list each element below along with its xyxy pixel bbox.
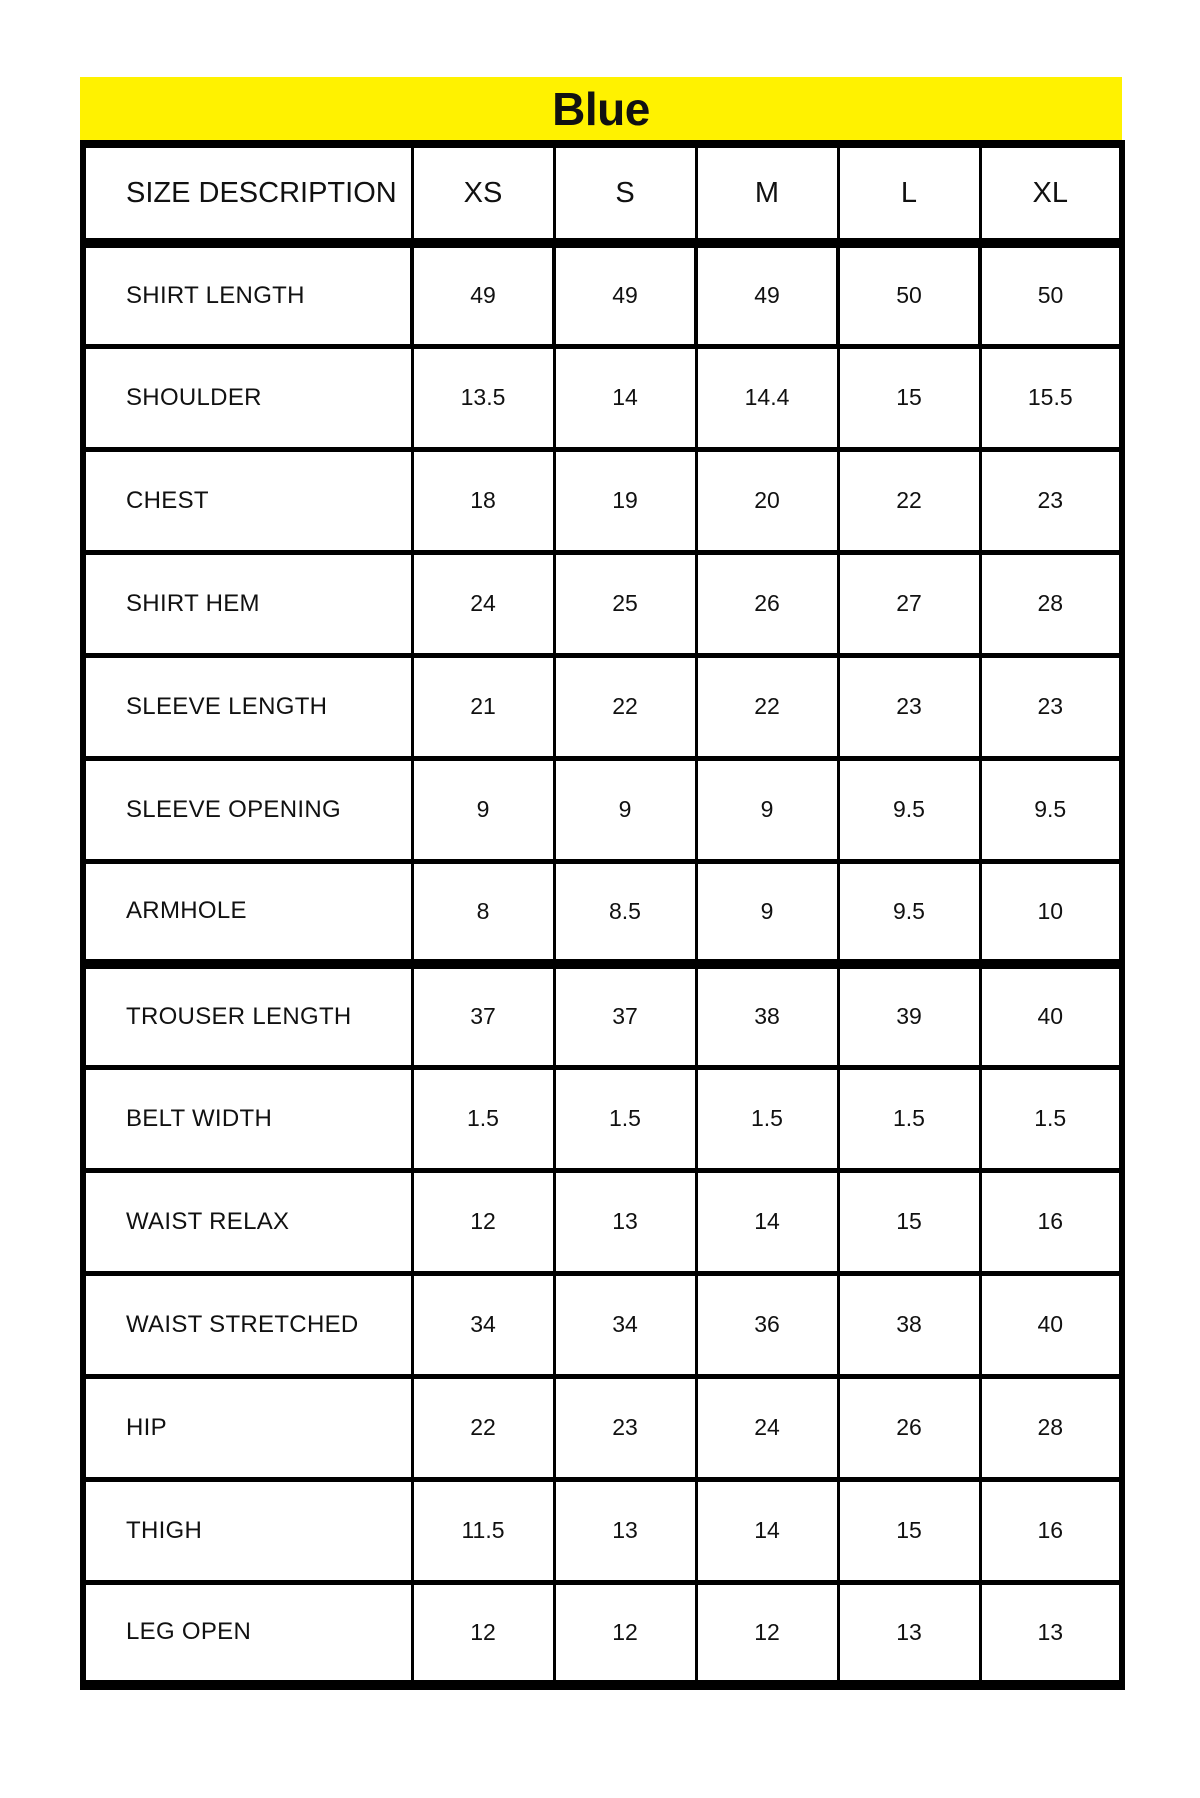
measurement-value-xl: 50 (980, 243, 1122, 346)
measurement-label: TROUSER LENGTH (83, 964, 412, 1067)
measurement-value-s: 23 (554, 1376, 696, 1479)
measurement-value-s: 37 (554, 964, 696, 1067)
measurement-value-m: 14.4 (696, 346, 838, 449)
measurement-value-xs: 1.5 (412, 1067, 554, 1170)
measurement-value-xl: 40 (980, 964, 1122, 1067)
table-row (83, 1170, 1122, 1273)
measurement-value-m: 24 (696, 1376, 838, 1479)
measurement-value-xl: 1.5 (980, 1067, 1122, 1170)
measurement-value-m: 22 (696, 655, 838, 758)
size-header-xs: XS (412, 144, 554, 243)
table-row (83, 346, 1122, 449)
measurement-label: LEG OPEN (83, 1582, 412, 1685)
measurement-value-xl: 40 (980, 1273, 1122, 1376)
measurement-value-xl: 28 (980, 1376, 1122, 1479)
measurement-value-xs: 18 (412, 449, 554, 552)
table-row (83, 1273, 1122, 1376)
measurement-value-l: 39 (838, 964, 980, 1067)
table-row (83, 1479, 1122, 1582)
measurement-value-l: 15 (838, 1170, 980, 1273)
measurement-value-xs: 34 (412, 1273, 554, 1376)
measurement-value-xl: 15.5 (980, 346, 1122, 449)
table-row (83, 758, 1122, 861)
measurement-value-s: 9 (554, 758, 696, 861)
measurement-value-xs: 22 (412, 1376, 554, 1479)
measurement-label: BELT WIDTH (83, 1067, 412, 1170)
measurement-value-l: 1.5 (838, 1067, 980, 1170)
measurement-value-xl: 9.5 (980, 758, 1122, 861)
measurement-value-xs: 9 (412, 758, 554, 861)
chart-title: Blue (80, 77, 1122, 140)
size-chart (80, 77, 1122, 1690)
measurement-label: WAIST RELAX (83, 1170, 412, 1273)
measurement-value-s: 13 (554, 1479, 696, 1582)
measurement-value-s: 22 (554, 655, 696, 758)
measurement-value-xs: 21 (412, 655, 554, 758)
size-header-xl: XL (980, 144, 1122, 243)
table-row (83, 1376, 1122, 1479)
measurement-label: SHOULDER (83, 346, 412, 449)
measurement-value-l: 15 (838, 346, 980, 449)
measurement-value-s: 13 (554, 1170, 696, 1273)
table-row (83, 1582, 1122, 1685)
measurement-value-xs: 8 (412, 861, 554, 964)
measurement-label: SHIRT HEM (83, 552, 412, 655)
measurement-value-s: 12 (554, 1582, 696, 1685)
size-header-l: L (838, 144, 980, 243)
table-row (83, 655, 1122, 758)
measurement-value-xl: 13 (980, 1582, 1122, 1685)
measurement-value-xl: 28 (980, 552, 1122, 655)
measurement-value-l: 38 (838, 1273, 980, 1376)
measurement-value-s: 34 (554, 1273, 696, 1376)
measurement-value-xl: 16 (980, 1479, 1122, 1582)
table-body (83, 243, 1122, 1685)
table-row (83, 861, 1122, 964)
measurement-value-xs: 12 (412, 1170, 554, 1273)
measurement-value-m: 26 (696, 552, 838, 655)
size-header-s: S (554, 144, 696, 243)
measurement-value-xs: 37 (412, 964, 554, 1067)
measurement-label: SHIRT LENGTH (83, 243, 412, 346)
measurement-value-l: 50 (838, 243, 980, 346)
measurement-label: WAIST STRETCHED (83, 1273, 412, 1376)
measurement-value-s: 19 (554, 449, 696, 552)
measurement-value-s: 1.5 (554, 1067, 696, 1170)
measurement-value-m: 9 (696, 758, 838, 861)
measurement-label: HIP (83, 1376, 412, 1479)
measurement-value-m: 12 (696, 1582, 838, 1685)
table-row (83, 1067, 1122, 1170)
measurement-value-m: 20 (696, 449, 838, 552)
measurement-label: CHEST (83, 449, 412, 552)
measurement-value-xl: 10 (980, 861, 1122, 964)
measurement-value-l: 23 (838, 655, 980, 758)
table-row (83, 449, 1122, 552)
table-row (83, 552, 1122, 655)
measurement-value-m: 9 (696, 861, 838, 964)
measurement-value-xl: 23 (980, 655, 1122, 758)
measurement-label: ARMHOLE (83, 861, 412, 964)
measurement-value-m: 36 (696, 1273, 838, 1376)
measurement-label: THIGH (83, 1479, 412, 1582)
measurement-value-l: 9.5 (838, 861, 980, 964)
measurement-value-l: 13 (838, 1582, 980, 1685)
measurement-value-s: 8.5 (554, 861, 696, 964)
measurement-value-s: 25 (554, 552, 696, 655)
header-row (83, 144, 1122, 243)
measurement-value-xs: 49 (412, 243, 554, 346)
size-header-m: M (696, 144, 838, 243)
measurement-value-m: 14 (696, 1479, 838, 1582)
measurement-value-s: 49 (554, 243, 696, 346)
measurement-value-xs: 24 (412, 552, 554, 655)
measurement-value-l: 26 (838, 1376, 980, 1479)
measurement-value-l: 15 (838, 1479, 980, 1582)
measurement-value-l: 9.5 (838, 758, 980, 861)
size-description-header: SIZE DESCRIPTION (83, 144, 412, 243)
measurement-label: SLEEVE OPENING (83, 758, 412, 861)
measurement-value-m: 49 (696, 243, 838, 346)
measurement-value-xs: 13.5 (412, 346, 554, 449)
measurement-value-m: 1.5 (696, 1067, 838, 1170)
measurement-value-xl: 23 (980, 449, 1122, 552)
measurement-label: SLEEVE LENGTH (83, 655, 412, 758)
measurement-value-s: 14 (554, 346, 696, 449)
measurement-value-m: 38 (696, 964, 838, 1067)
measurement-value-xs: 12 (412, 1582, 554, 1685)
measurement-value-m: 14 (696, 1170, 838, 1273)
table-row (83, 964, 1122, 1067)
size-table (80, 140, 1125, 1690)
measurement-value-xs: 11.5 (412, 1479, 554, 1582)
measurement-value-xl: 16 (980, 1170, 1122, 1273)
measurement-value-l: 27 (838, 552, 980, 655)
table-row (83, 243, 1122, 346)
measurement-value-l: 22 (838, 449, 980, 552)
